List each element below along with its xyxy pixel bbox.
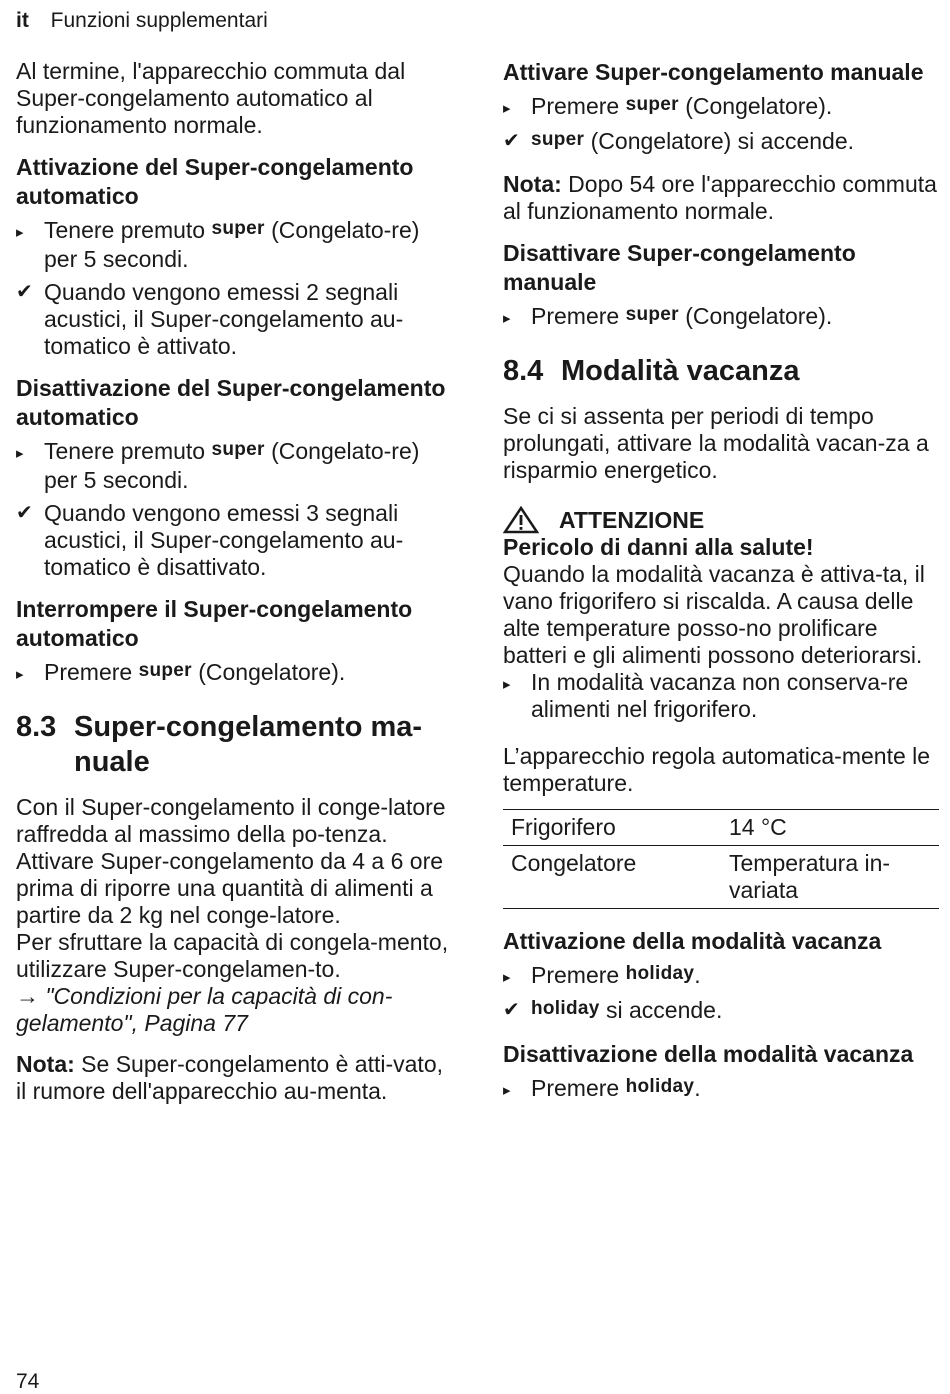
paragraph: Se ci si assenta per periodi di tempo prolungati, attivare la modalità vacan-za a risparmio energetico.: [503, 403, 929, 483]
step-item: ▸ Premere holiday.: [503, 962, 939, 991]
result-item: ✔ Quando vengono emessi 2 segnali acustici, il Super-congelamento au-tomatico è attivato.: [16, 279, 404, 359]
left-column: [16, 58, 456, 1105]
paragraph: L’apparecchio regola automatica-mente le temperature.: [503, 743, 931, 796]
super-button-symbol: super: [211, 218, 265, 239]
table-cell: Temperatura in-variata: [729, 850, 891, 903]
holiday-button-symbol: holiday: [531, 998, 600, 1019]
arrow-bullet-icon: ▸: [503, 310, 511, 327]
heading-attivazione-vacanza: Attivazione della modalità vacanza: [503, 928, 882, 954]
arrow-bullet-icon: ▸: [16, 666, 24, 683]
cross-reference-link[interactable]: → "Condizioni per la capacità di con-gelamento", Pagina 77: [16, 983, 393, 1036]
check-icon: ✔: [16, 281, 33, 303]
arrow-bullet-icon: ▸: [503, 676, 511, 693]
warning-heading: ATTENZIONE: [503, 506, 939, 534]
result-item: ✔ holiday si accende.: [503, 997, 939, 1026]
temperature-table: [503, 809, 939, 909]
heading-attivare-manuale: Attivare Super-congelamento manuale: [503, 59, 924, 85]
step-item: ▸ Premere super (Congelatore).: [16, 659, 456, 688]
check-icon: ✔: [503, 999, 520, 1021]
check-icon: ✔: [16, 502, 33, 524]
language-code: it: [16, 9, 29, 32]
result-item: ✔ super (Congelatore) si accende.: [503, 128, 939, 157]
warning-text: Quando la modalità vacanza è attiva-ta, il vano frigorifero si riscalda. A causa delle alte temperature posso-no prolificare batteri e gli alimenti possono deteriorarsi.: [503, 561, 925, 668]
table-cell: Frigorifero: [511, 814, 616, 840]
step-item: ▸ Premere super (Congelatore).: [503, 303, 939, 332]
warning-triangle-icon: [503, 506, 539, 534]
table-row: [503, 810, 939, 846]
section-title: Funzioni supplementari: [50, 9, 268, 32]
heading-disattivazione: Disattivazione del Super-congelamento automatico: [16, 375, 446, 430]
arrow-bullet-icon: ▸: [16, 445, 24, 462]
section-8-3-heading: 8.3 Super-congelamento ma-nuale: [16, 711, 423, 778]
warning-subtitle: Pericolo di danni alla salute!: [503, 534, 814, 560]
super-button-symbol: super: [625, 94, 679, 115]
table-cell: Congelatore: [511, 850, 637, 876]
step-item: ▸ Tenere premuto super (Congelato-re) per 5 secondi.: [16, 438, 420, 493]
page-header: [16, 9, 268, 33]
paragraph: Per sfruttare la capacità di congela-mento, utilizzare Super-congelamen-to.: [16, 929, 449, 982]
step-item: ▸ Tenere premuto super (Congelato-re) per 5 secondi.: [16, 217, 420, 272]
super-button-symbol: super: [138, 660, 192, 681]
paragraph: Con il Super-congelamento il conge-latore raffredda al massimo della po-tenza.: [16, 794, 446, 847]
heading-disattivazione-vacanza: Disattivazione della modalità vacanza: [503, 1041, 914, 1067]
holiday-button-symbol: holiday: [625, 1076, 695, 1097]
step-item: ▸ Premere holiday.: [503, 1075, 939, 1104]
step-item: ▸ Premere super (Congelatore).: [503, 93, 939, 122]
heading-disattivare-manuale: Disattivare Super-congelamento manuale: [503, 240, 856, 295]
result-item: ✔ Quando vengono emessi 3 segnali acustici, il Super-congelamento au-tomatico è disattivato.: [16, 500, 404, 580]
super-button-symbol: super: [531, 129, 585, 150]
holiday-button-symbol: holiday: [625, 963, 695, 984]
heading-attivazione: Attivazione del Super-congelamento automatico: [16, 154, 414, 209]
check-icon: ✔: [503, 130, 520, 152]
page-number: 74: [16, 1370, 40, 1393]
paragraph: Attivare Super-congelamento da 4 a 6 ore prima di riporre una quantità di alimenti a partire da 2 kg nel conge-latore.: [16, 848, 444, 928]
arrow-bullet-icon: ▸: [503, 1082, 511, 1099]
arrow-bullet-icon: ▸: [16, 224, 24, 241]
arrow-bullet-icon: ▸: [503, 969, 511, 986]
section-8-4-heading: 8.4 Modalità vacanza: [503, 355, 800, 387]
intro-paragraph: Al termine, l'apparecchio commuta dal Super-congelamento automatico al funzionamento normale.: [16, 58, 406, 138]
step-item: ▸ In modalità vacanza non conserva-re alimenti nel frigorifero.: [503, 669, 909, 722]
right-column: [503, 58, 939, 1104]
link-arrow-icon: →: [16, 983, 39, 1009]
table-cell: 14 °C: [729, 814, 787, 840]
table-row: [503, 846, 939, 909]
super-button-symbol: super: [625, 304, 679, 325]
note: Nota: Dopo 54 ore l'apparecchio commuta al funzionamento normale.: [503, 171, 937, 224]
super-button-symbol: super: [211, 439, 265, 460]
heading-interrompere: Interrompere il Super-congelamento automatico: [16, 596, 413, 651]
arrow-bullet-icon: ▸: [503, 100, 511, 117]
note: Nota: Se Super-congelamento è atti-vato, il rumore dell'apparecchio au-menta.: [16, 1051, 443, 1104]
